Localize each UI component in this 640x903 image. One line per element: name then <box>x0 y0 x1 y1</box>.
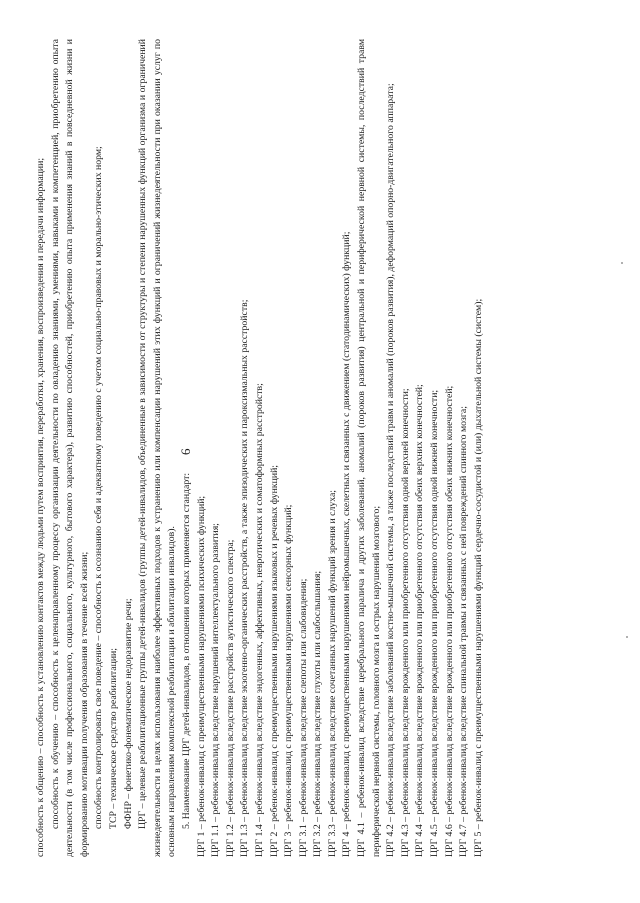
crg-item: ЦРГ 3.1 – ребенок-инвалид вследствие слепоты или слабовидения; <box>297 578 309 857</box>
section-heading: 5. Наименование ЦРГ детей-инвалидов, в отношении которых применяется стандарт: <box>180 472 192 829</box>
definition-tsr: ТСР – техническое средство реабилитации; <box>107 648 119 829</box>
document-body <box>34 39 634 857</box>
crg-item: ЦРГ 4.4 – ребенок-инвалид вследствие врожденного или приобретенного отсутствия обеих верхних конечностей; <box>414 384 426 857</box>
crg-item: ЦРГ 4.7 – ребенок-инвалид вследствие спинальной травмы и связанных с ней повреждений спинного мозга; <box>458 406 470 857</box>
scan-speck <box>621 262 623 264</box>
page-number: 6 <box>178 448 193 455</box>
definition-behavior-control: способность контролировать свое поведение – способность к осознанию себя и адекватному поведению с учетом социально-правовых и морально-этических норм; <box>93 146 105 829</box>
crg-item: ЦРГ 2 – ребенок-инвалид с преимущественными нарушениями языковых и речевых функций; <box>268 464 280 857</box>
crg-item: ЦРГ 4.5 – ребенок-инвалид вследствие врожденного или приобретенного отсутствия одной нижней конечности; <box>429 389 441 857</box>
crg-item: ЦРГ 3 – ребенок-инвалид с преимущественными нарушениями сенсорных функций; <box>283 504 295 857</box>
crg-item: ЦРГ 1.2 – ребенок-инвалид вследствие расстройств аутистического спектра; <box>224 539 236 857</box>
crg-item: ЦРГ 1.1 – ребенок-инвалид вследствие нарушений интеллектуального развития; <box>210 523 222 857</box>
crg-item: ЦРГ 3.2 – ребенок-инвалид вследствие глухоты или слабослышания; <box>312 570 324 857</box>
crg-item: ЦРГ 5 – ребенок-инвалид с преимущественными нарушениями функций сердечно-сосудистой и (или) дыхательной системы (систем); <box>472 298 484 857</box>
definition-communication: способность к общению – способность к установлению контактов между людьми путем восприятия, переработки, хранения, воспроизведения и передачи информации; <box>35 157 46 857</box>
crg-item: ЦРГ 4.1 – ребенок-инвалид вследствие церебрального паралича и других заболеваний, аномалий (пороков развития) центральной и периферической нервной системы, последствий травм периферической нервной системы, головного мозга и острых нарушений мозгового; <box>356 39 382 857</box>
crg-item: ЦРГ 4.3 – ребенок-инвалид вследствие врожденного или приобретенного отсутствия одной верхней конечности; <box>399 388 411 857</box>
crg-item: ЦРГ 1.3 – ребенок-инвалид вследствие экзогенно-органических расстройств, а также эпизодических и пароксизмальных расстройств; <box>239 299 251 857</box>
crg-item: ЦРГ 4.2 – ребенок-инвалид вследствие заболеваний костно-мышечной системы, а также последствий травм и аномалий (пороков развития), деформаций опорно-двигательного аппарата; <box>385 83 397 857</box>
crg-item: ЦРГ 3.3 – ребенок-инвалид вследствие сочетанных нарушений функций зрения и слуха; <box>326 490 338 857</box>
crg-item: ЦРГ 4 – ребенок-инвалид с преимущественными нарушениями нейромышечных, скелетных и связанных с движением (статодинамических) функций; <box>341 231 353 857</box>
definition-crg: ЦРГ – целевые реабилитационные группы детей-инвалидов (группы детей-инвалидов, объединенные в зависимости от структуры и степени нарушенных функций организма и ограничений жизнедеятельности в целях использования наиболее эффективных подходов к устранению или компенсации нарушений этих функций и ограничений жизнедеятельности при оказании услуг по основным направлениям комплексной реабилитации и абилитации инвалидов). <box>137 39 178 857</box>
crg-item: ЦРГ 1.4 – ребенок-инвалид вследствие эндогенных, аффективных, невротических и соматоформных расстройств; <box>253 383 265 857</box>
definition-ffnr: ФФНР – фонетико-фонематическое недоразвитие речи; <box>122 598 134 829</box>
crg-item: ЦРГ 4.6 – ребенок-инвалид вследствие врожденного или приобретенного отсутствия обеих нижних конечностей; <box>443 385 455 857</box>
crg-item: ЦРГ 1 – ребенок-инвалид с преимущественными нарушениями психических функций; <box>195 495 207 857</box>
scan-speck <box>626 636 628 638</box>
definition-learning: способность к обучению – способность к целенаправленному процессу организации деятельности по овладению знаниями, умениями, навыками и компетенцией, приобретению опыта деятельности (в том числе профессионального, социального, культурного, бытового характера), развитию способностей, приобретению опыта применения знаний в повседневной жизни и формированию мотивации получения образования в течение всей жизни; <box>49 39 90 857</box>
